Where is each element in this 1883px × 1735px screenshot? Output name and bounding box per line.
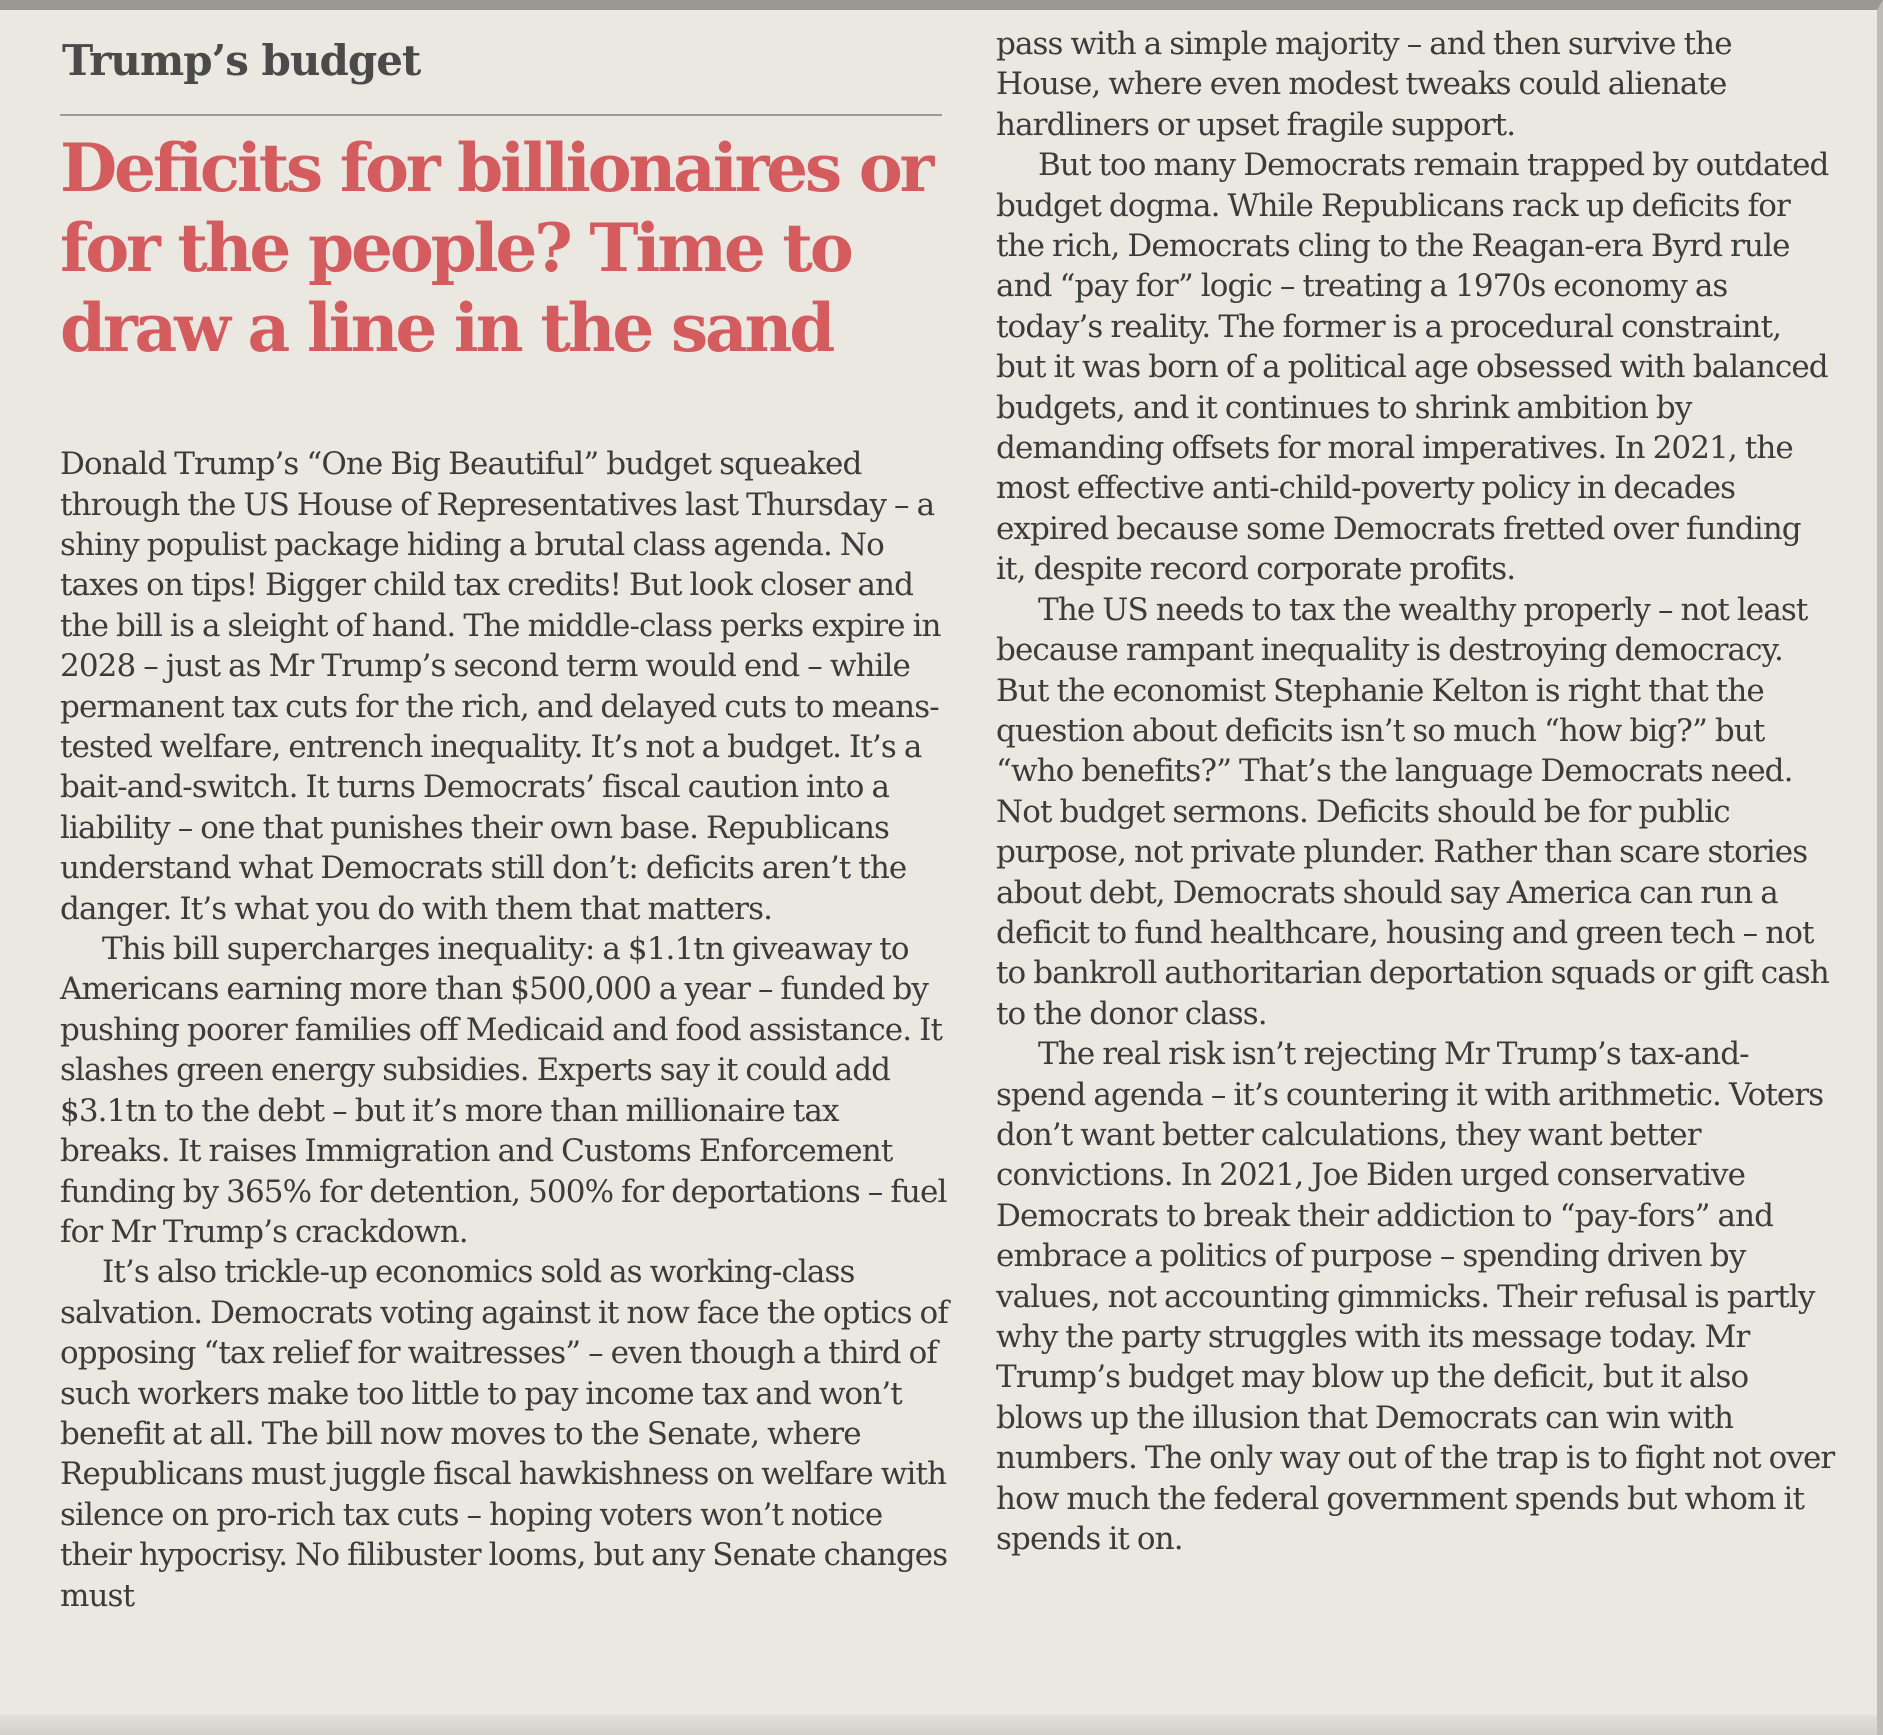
section-kicker: Trump’s budget: [62, 36, 421, 85]
paragraph: The real risk isn’t rejecting Mr Trump’s tax-and-spend agenda – it’s countering it with arithmetic. Voters don’t want better calculations, they want better convictions. In 2021, Joe Biden urged conservative Democrats to break their addiction to “pay-fors” and embrace a politics of purpose – spending driven by values, not accounting gimmicks. Their refusal is partly why the party struggles with its message today. Mr Trump’s budget may blow up the deficit, but it also blows up the illusion that Democrats can win with numbers. The only way out of the trap is to fight not over how much the federal government spends but whom it spends it on.: [996, 1036, 1835, 1558]
paragraph: This bill supercharges inequality: a $1.1tn giveaway to Americans earning more than $500,000 a year – funded by pushing poorer families off Medicaid and food assistance. It slashes green energy subsidies. Experts say it could add $3.1tn to the debt – but it’s more than millionaire tax breaks. It raises Immigration and Customs Enforcement funding by 365% for detention, 500% for deportations – fuel for Mr Trump’s crackdown.: [60, 931, 947, 1250]
left-column: [60, 24, 950, 1616]
paragraph: Donald Trump’s “One Big Beautiful” budget squeaked through the US House of Representatives last Thursday – a shiny populist package hiding a brutal class agenda. No taxes on tips! Bigger child tax credits! But look closer and the bill is a sleight of hand. The middle-class perks expire in 2028 – just as Mr Trump’s second term would end – while permanent tax cuts for the rich, and delayed cuts to means-tested welfare, entrench inequality. It’s not a budget. It’s a bait-and-switch. It turns Democrats’ fiscal caution into a liability – one that punishes their own base. Republicans understand what Democrats still don’t: deficits aren’t the danger. It’s what you do with them that matters.: [60, 446, 941, 927]
paragraph: But too many Democrats remain trapped by outdated budget dogma. While Republicans rack up deficits for the rich, Democrats cling to the Reagan-era Byrd rule and “pay for” logic – treating a 1970s economy as today’s reality. The former is a procedural constraint, but it was born of a political age obsessed with balanced budgets, and it continues to shrink ambition by demanding offsets for moral imperatives. In 2021, the most effective anti-child-poverty policy in decades expired because some Democrats fretted over funding it, despite record corporate profits.: [996, 147, 1829, 588]
left-column-body: [60, 444, 950, 1616]
paragraph: The US needs to tax the wealthy properly – not least because rampant inequality is destroying democracy. But the economist Stephanie Kelton is right that the question about deficits isn’t so much “how big?” but “who benefits?” That’s the language Democrats need. Not budget sermons. Deficits should be for public purpose, not private plunder. Rather than scare stories about debt, Democrats should say America can run a deficit to fund healthcare, housing and green tech – not to bankroll authoritarian deportation squads or gift cash to the donor class.: [996, 591, 1829, 1032]
paragraph: It’s also trickle-up economics sold as working-class salvation. Democrats voting against it now face the optics of opposing “tax relief for waitresses” – even though a third of such workers make too little to pay income tax and won’t benefit at all. The bill now moves to the Senate, where Republicans must juggle fiscal hawkishness on welfare with silence on pro-rich tax cuts – hoping voters won’t notice their hypocrisy. No filibuster looms, but any Senate changes must: [60, 1254, 948, 1614]
right-column-body: [996, 24, 1836, 1559]
right-column: [996, 24, 1836, 1559]
kicker-divider: [60, 114, 942, 116]
article-headline: Deficits for billionaires or for the people? Time to draw a line in the sand: [60, 129, 932, 368]
paragraph: pass with a simple majority – and then survive the House, where even modest tweaks could alienate hardliners or upset fragile support.: [996, 26, 1732, 143]
